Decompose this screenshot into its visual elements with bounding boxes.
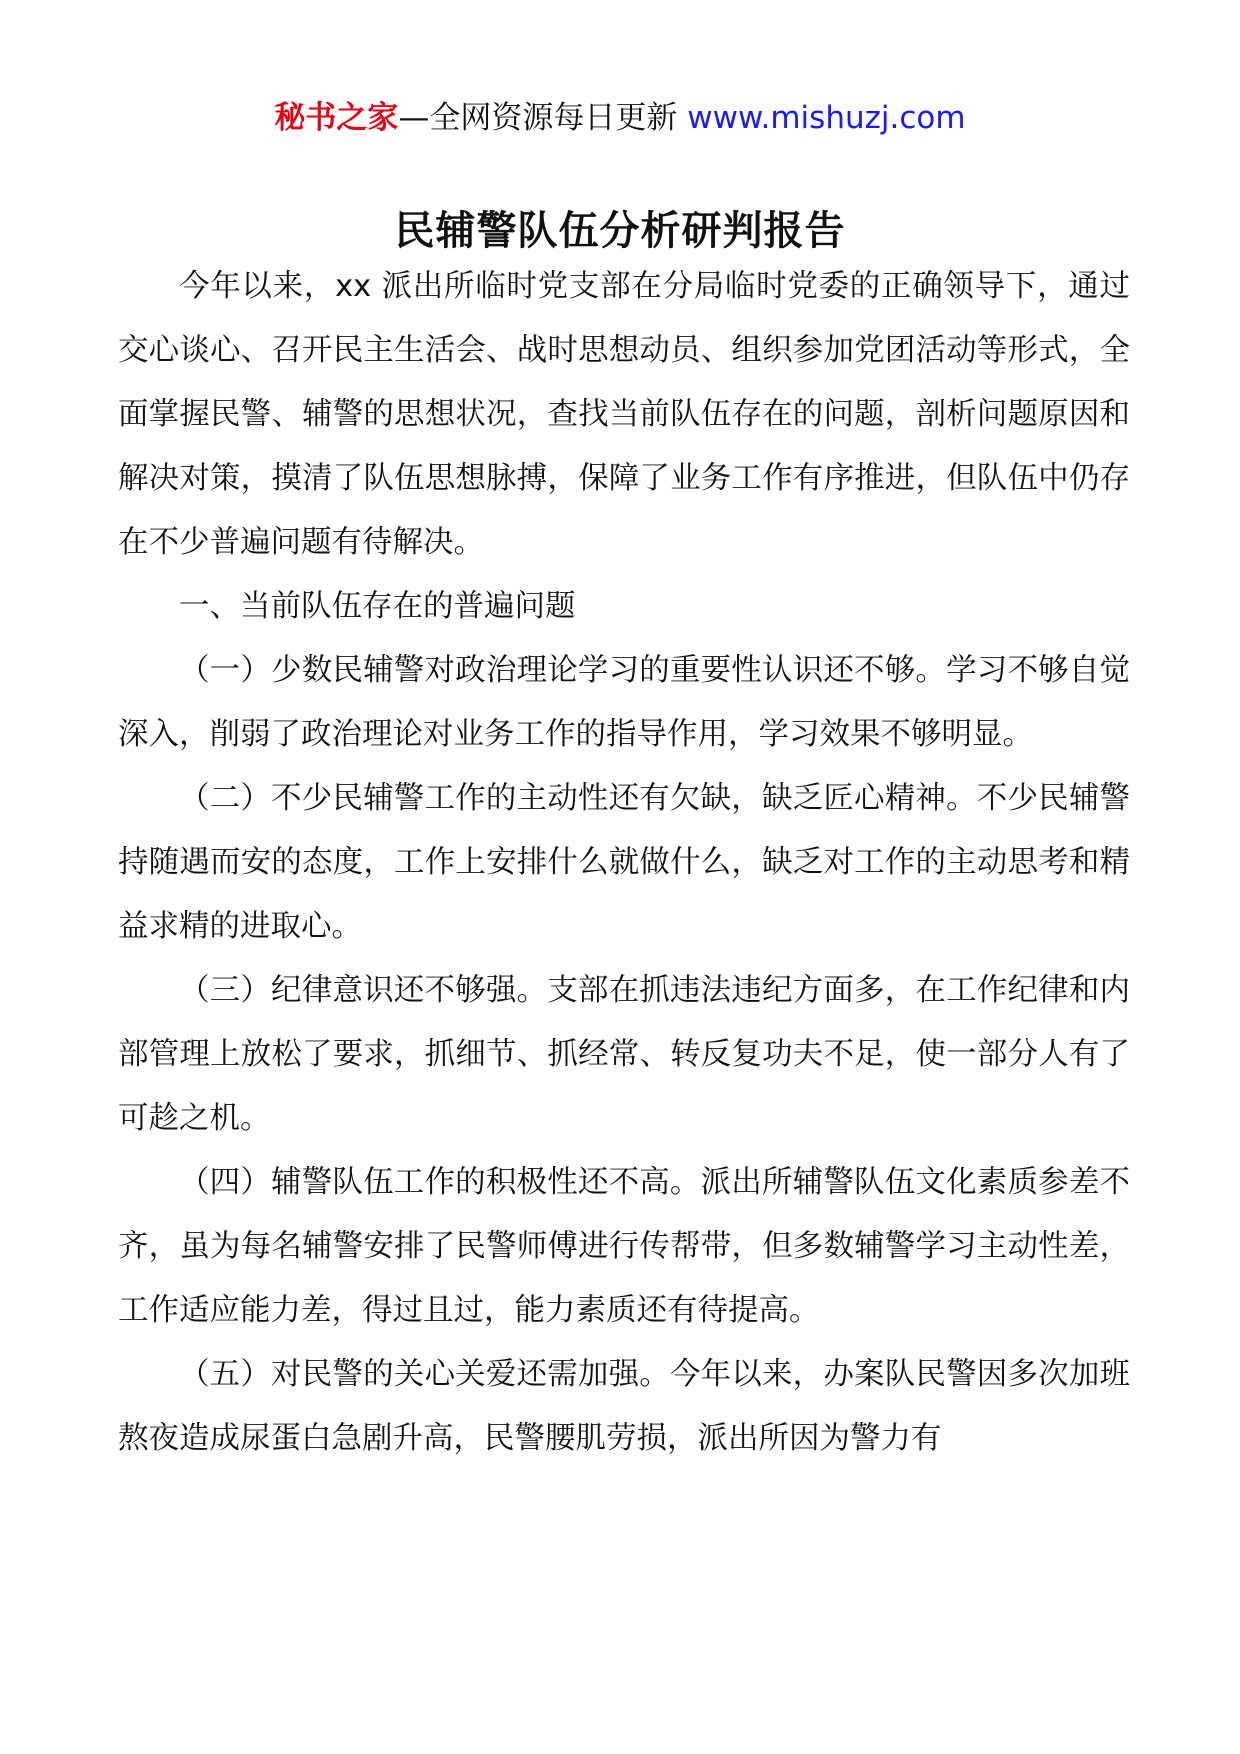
banner-tagline: —全网资源每日更新: [398, 100, 688, 136]
section-heading: 一、当前队伍存在的普遍问题: [179, 589, 576, 624]
problem-item-5: （五）对民警的关心关爱还需加强。今年以来，办案队民警因多次加班熬夜造成尿蛋白急剧升高，民警腰肌劳损，派出所因为警力有: [118, 1357, 1130, 1456]
problem-item-3: （三）纪律意识还不够强。支部在抓违法违纪方面多，在工作纪律和内部管理上放松了要求，抓细节、抓经常、转反复功夫不足，使一部分人有了可趁之机。: [118, 973, 1130, 1136]
problem-item-2: （二）不少民辅警工作的主动性还有欠缺，缺乏匠心精神。不少民辅警持随遇而安的态度，工作上安排什么就做什么，缺乏对工作的主动思考和精益求精的进取心。: [118, 781, 1130, 944]
intro-paragraph: 今年以来，xx 派出所临时党支部在分局临时党委的正确领导下，通过交心谈心、召开民主生活会、战时思想动员、组织参加党团活动等形式，全面掌握民警、辅警的思想状况，查找当前队伍存在的问题，剖析问题原因和解决对策，摸清了队伍思想脉搏，保障了业务工作有序推进，但队伍中仍存在不少普遍问题有待解决。: [118, 269, 1130, 560]
brand-name: 秘书之家: [274, 100, 399, 136]
site-banner: [0, 98, 1240, 138]
document-body: [118, 255, 1130, 1471]
problem-item-1: （一）少数民辅警对政治理论学习的重要性认识还不够。学习不够自觉深入，削弱了政治理论对业务工作的指导作用，学习效果不够明显。: [118, 653, 1130, 752]
website-link[interactable]: www.mishuzj.com: [687, 100, 966, 136]
document-title: 民辅警队伍分析研判报告: [394, 207, 846, 254]
problem-item-4: （四）辅警队伍工作的积极性还不高。派出所辅警队伍文化素质参差不齐，虽为每名辅警安排了民警师傅进行传帮带，但多数辅警学习主动性差，工作适应能力差，得过且过，能力素质还有待提高。: [118, 1165, 1130, 1328]
